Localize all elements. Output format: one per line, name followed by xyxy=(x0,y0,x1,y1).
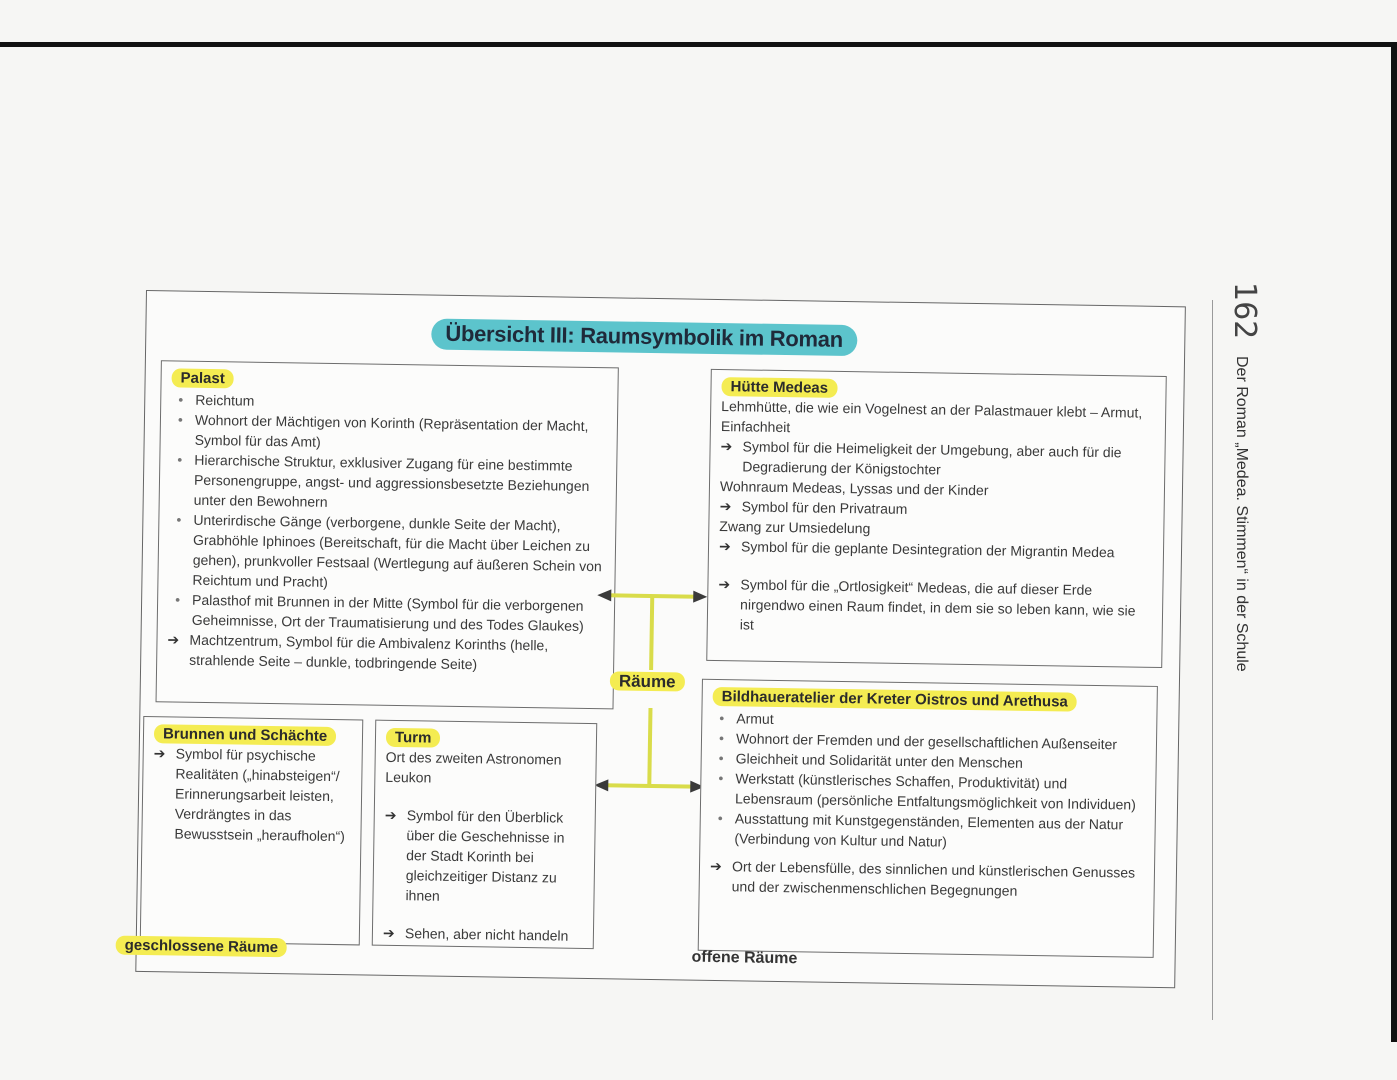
arrow-icon: ➔ xyxy=(720,438,733,455)
turm-arrow2-text: Sehen, aber nicht handeln xyxy=(404,925,569,944)
right-border xyxy=(1391,42,1397,1042)
turm-arrow1 xyxy=(383,805,585,908)
huette-line3: Zwang zur Umsiedelung xyxy=(719,518,871,537)
huette-arrow4-text: Symbol für die „Ortlosigkeit“ Medeas, die auf dieser Erde nirgendwo einen Raum findet, in dem sie so leben kann, wie sie ist xyxy=(739,576,1136,633)
turm-line1: Ort des zweiten Astronomen Leukon xyxy=(385,748,562,786)
turm-arrow2 xyxy=(383,923,583,946)
palast-conclusion xyxy=(167,629,604,676)
open-rooms-label: offene Räume xyxy=(691,948,798,968)
arrow-icon: ➔ xyxy=(167,631,180,648)
huette-arrow2-text: Symbol für den Privatraum xyxy=(741,498,908,517)
arrow-icon: ➔ xyxy=(384,806,397,823)
huette-line1: Lehmhütte, die wie ein Vogelnest an der Palastmauer klebt – Armut, Einfachheit xyxy=(720,398,1143,436)
turm-arrow1-text: Symbol für den Überblick über die Geschehnisse in der Stadt Korinth bei gleichzeitiger Distanz zu ihnen xyxy=(405,807,565,904)
brunnen-arrow xyxy=(152,743,352,846)
overview-figure xyxy=(124,290,1186,994)
figure-title: Übersicht III: Raumsymbolik im Roman xyxy=(431,318,857,356)
running-head: Der Roman „Medea. Stimmen“ in der Schule xyxy=(1233,356,1250,672)
arrow-icon: ➔ xyxy=(709,857,722,875)
huette-arrow4 xyxy=(718,574,1153,641)
list-item: • Reichtum xyxy=(171,389,607,416)
heading-atelier: Bildhaueratelier der Kreter Oistros und Arethusa xyxy=(713,687,1077,712)
palast-bullets xyxy=(168,389,608,636)
huette-arrow1 xyxy=(720,436,1155,483)
closed-rooms-label: geschlossene Räume xyxy=(116,936,288,958)
heading-huette: Hütte Medeas xyxy=(721,377,837,398)
list-item: • Hierarchische Struktur, exklusiver Zugang für eine bestimmte Personengruppe, angst- und aggressionsbesetzte Beziehungen unter den Bewohnern xyxy=(170,449,607,516)
atelier-arrow xyxy=(710,856,1145,903)
box-brunnen xyxy=(140,716,364,945)
margin-rule xyxy=(1212,300,1213,1020)
heading-brunnen: Brunnen und Schächte xyxy=(154,724,336,746)
list-item: • Palasthof mit Brunnen in der Mitte (Symbol für die verborgenen Geheimnisse, Ort der Traumatisierung und des Todes Glaukes) xyxy=(168,589,605,636)
box-huette xyxy=(706,369,1167,668)
box-palast xyxy=(156,360,619,709)
center-label: Räume xyxy=(610,671,685,691)
list-item: • Armut xyxy=(712,708,1146,735)
huette-arrow1-text: Symbol für die Heimeligkeit der Umgebung, aber auch für die Degradierung der Königstochter xyxy=(742,438,1122,478)
list-item: • Wohnort der Fremden und der gesellschaftlichen Außenseiter xyxy=(712,728,1146,755)
arrow-icon: ➔ xyxy=(382,924,395,941)
list-item: • Ausstattung mit Kunstgegenständen, Elementen aus der Natur (Verbindung von Kultur und Natur) xyxy=(710,808,1145,855)
arrow-icon: ➔ xyxy=(718,576,731,593)
list-item: • Unterirdische Gänge (verborgene, dunkle Seite der Macht), Grabhöhle Iphinoes (Bereitschaft, für die Macht über Leichen zu gehen), prunkvoller Festsaal (Wertlegung auf äußeren Schein von Reichtum und Pracht) xyxy=(168,509,605,596)
list-item: • Gleichheit und Solidarität unter den Menschen xyxy=(712,748,1146,775)
huette-arrow3-text: Symbol für die geplante Desintegration der Migrantin Medea xyxy=(740,538,1115,561)
heading-palast: Palast xyxy=(171,368,233,388)
arrow-icon: ➔ xyxy=(719,498,732,515)
atelier-bullets xyxy=(710,708,1146,855)
list-item: • Werkstatt (künstlerisches Schaffen, Produktivität) und Lebensraum (persönliche Entfaltungsmöglichkeit von Individuen) xyxy=(711,768,1146,815)
top-border xyxy=(0,42,1397,47)
box-turm xyxy=(372,720,598,949)
arrow-icon: ➔ xyxy=(153,745,166,762)
heading-turm: Turm xyxy=(386,728,441,748)
page-number: 162 xyxy=(1227,282,1262,340)
brunnen-arrow-text: Symbol für psychische Realitäten („hinabsteigen“/ Erinnerungsarbeit leisten, Verdrängtes in das Bewusstsein „heraufholen“) xyxy=(174,745,345,845)
arrow-icon: ➔ xyxy=(718,538,731,555)
huette-line2: Wohnraum Medeas, Lyssas und der Kinder xyxy=(719,478,989,499)
list-item: • Wohnort der Mächtigen von Korinth (Repräsentation der Macht, Symbol für das Amt) xyxy=(170,409,607,456)
palast-conclusion-text: Machtzentrum, Symbol für die Ambivalenz Korinths (helle, strahlende Seite – dunkle, todbringende Seite) xyxy=(189,631,549,673)
atelier-arrow-text: Ort der Lebensfülle, des sinnlichen und künstlerischen Genusses und der zwischenmenschlichen Begegnungen xyxy=(731,858,1136,899)
box-atelier xyxy=(698,679,1158,958)
